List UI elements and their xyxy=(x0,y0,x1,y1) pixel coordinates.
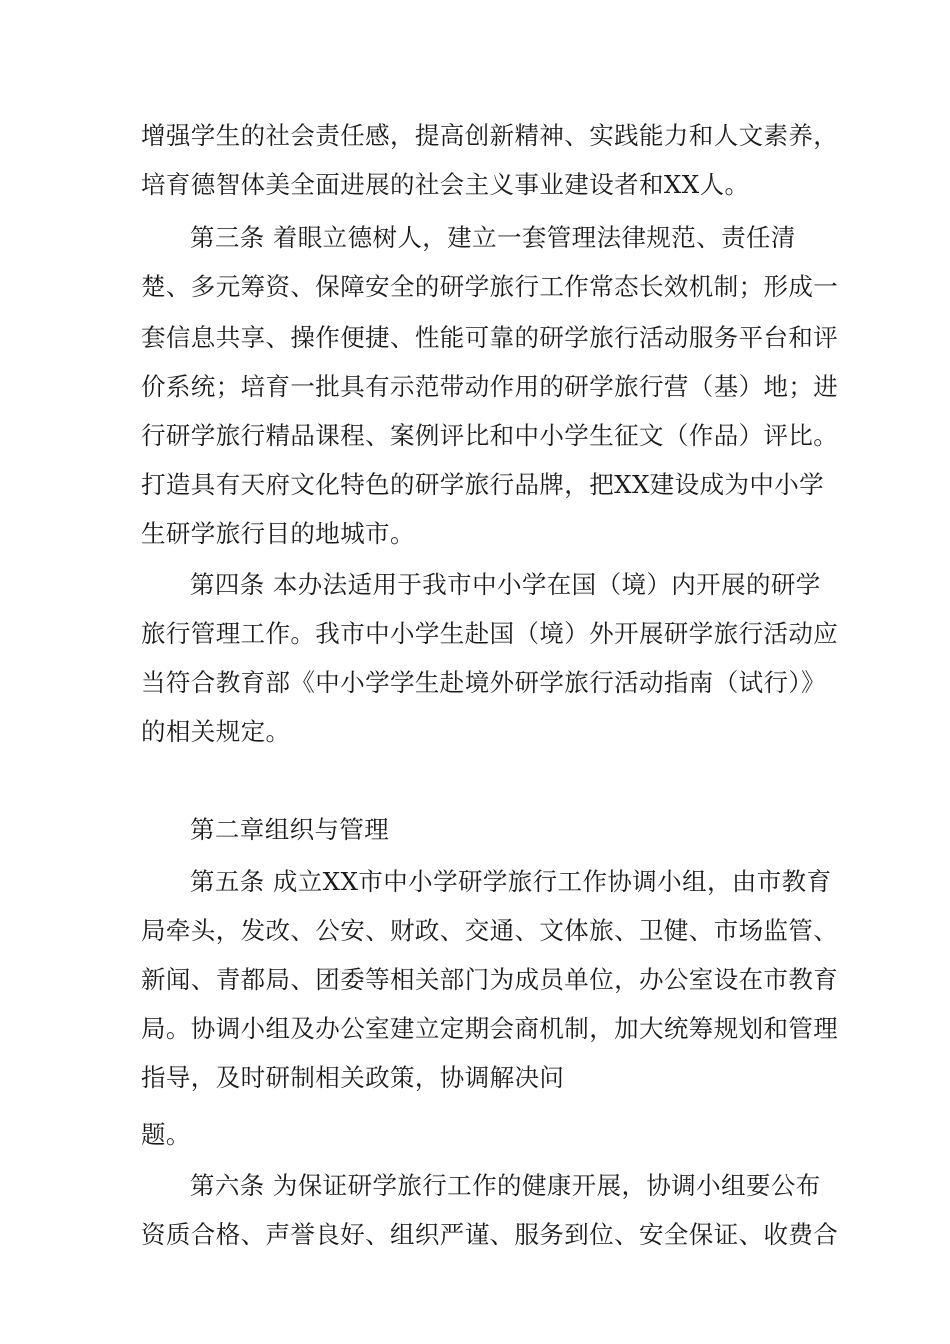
article-6-heading-line: 第六条 为保证研学旅行工作的健康开展，协调小组要公布 xyxy=(190,1171,821,1200)
text-line: 增强学生的社会责任感，提高创新精神、实践能力和人文素养， xyxy=(141,121,839,150)
article-4-heading-line: 第四条 本办法适用于我市中小学在国（境）内开展的研学 xyxy=(190,570,821,599)
text-line: 行研学旅行精品课程、案例评比和中小学生征文（作品）评比。 xyxy=(141,421,839,450)
article-3-heading-line: 第三条 着眼立德树人，建立一套管理法律规范、责任清 xyxy=(190,223,796,252)
text-line: 新闻、青都局、团委等相关部门为成员单位，办公室设在市教育 xyxy=(141,965,839,994)
article-5-heading-line: 第五条 成立XX市中小学研学旅行工作协调小组，由市教育 xyxy=(190,867,832,896)
text-line: 培育德智体美全面进展的社会主义事业建设者和XX人。 xyxy=(141,170,750,199)
text-line: 旅行管理工作。我市中小学生赴国（境）外开展研学旅行活动应 xyxy=(141,619,839,648)
text-line: 价系统；培育一批具有示范带动作用的研学旅行营（基）地；进 xyxy=(141,372,839,401)
text-line: 打造具有天府文化特色的研学旅行品牌，把XX建设成为中小学 xyxy=(141,470,825,499)
text-line: 套信息共享、操作便捷、性能可靠的研学旅行活动服务平台和评 xyxy=(141,323,839,352)
text-line: 生研学旅行目的地城市。 xyxy=(141,519,415,548)
text-line: 局牵头，发改、公安、财政、交通、文体旅、卫健、市场监管、 xyxy=(141,916,839,945)
text-line: 局。协调小组及办公室建立定期会商机制，加大统筹规划和管理 xyxy=(141,1014,839,1043)
text-line: 题。 xyxy=(141,1120,191,1149)
chapter-heading: 第二章组织与管理 xyxy=(190,815,390,844)
text-line: 资质合格、声誉良好、组织严谨、服务到位、安全保证、收费合 xyxy=(141,1220,839,1249)
text-line: 当符合教育部《中小学学生赴境外研学旅行活动指南（试行）》 xyxy=(141,668,826,697)
text-line: 指导，及时研制相关政策，协调解决问 xyxy=(141,1063,565,1092)
text-line: 楚、多元筹资、保障安全的研学旅行工作常态长效机制；形成一 xyxy=(141,272,839,301)
text-line: 的相关规定。 xyxy=(141,717,291,746)
